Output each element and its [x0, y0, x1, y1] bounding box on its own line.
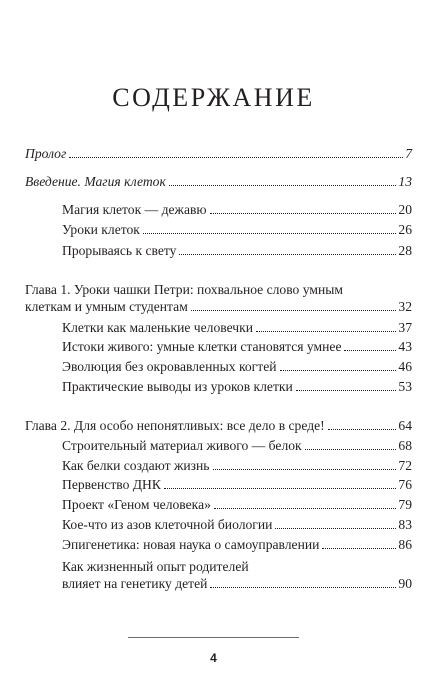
- page-number: 4: [210, 651, 217, 665]
- toc-entry-page: 68: [398, 438, 412, 453]
- leader-dots: [275, 528, 396, 529]
- toc-entry-label: Строительный материал живого — белок: [62, 438, 302, 453]
- toc-entry-label: Первенство ДНК: [62, 477, 161, 492]
- leader-dots: [210, 587, 396, 588]
- toc-entry-label: Уроки клеток: [62, 222, 140, 237]
- toc-subentry: [62, 242, 412, 259]
- toc-entry-chapter-2: [25, 417, 412, 434]
- page-title: СОДЕРЖАНИЕ: [112, 83, 315, 112]
- toc-subentry: [62, 476, 412, 493]
- toc-entry-label: Клетки как маленькие человечки: [62, 320, 254, 335]
- toc-entry-page: 72: [398, 458, 412, 473]
- toc-subentry: [62, 201, 412, 218]
- toc-entry-page: 64: [398, 418, 412, 433]
- toc-subentry: [62, 221, 412, 238]
- toc-entry-label: Практические выводы из уроков клетки: [62, 379, 293, 394]
- toc-subentry: [62, 536, 412, 553]
- toc-entry-label-line-2: клеткам и умным студентам: [25, 299, 188, 314]
- toc-entry-page: 76: [398, 477, 412, 492]
- leader-dots: [305, 449, 397, 450]
- leader-dots: [328, 429, 397, 430]
- leader-dots: [322, 548, 396, 549]
- toc-subentry: [62, 496, 412, 513]
- toc-subentry: [62, 358, 412, 375]
- toc-subentry: [62, 338, 412, 355]
- leader-dots: [169, 185, 397, 186]
- toc-entry-page: 28: [398, 243, 412, 258]
- toc-entry-page: 53: [398, 379, 412, 394]
- toc-entry-page: 43: [398, 339, 412, 354]
- toc-entry-label: Введение. Магия клеток: [25, 174, 166, 189]
- toc-entry-label: Магия клеток — дежавю: [62, 202, 207, 217]
- toc-entry-page: 32: [398, 299, 412, 314]
- leader-dots: [256, 331, 396, 332]
- toc-entry-introduction: [25, 173, 412, 190]
- leader-dots: [344, 350, 396, 351]
- toc-entry-label: Эпигенетика: новая наука о самоуправлении: [62, 537, 320, 552]
- toc-entry-page: 7: [405, 146, 412, 161]
- toc-entry-page: 83: [398, 517, 412, 532]
- toc-entry-label: Глава 2. Для особо непонятливых: все дело в среде!: [25, 418, 325, 433]
- toc-subentry: [62, 558, 412, 592]
- toc-entry-label: Пролог: [25, 146, 67, 161]
- toc-entry-label: Прорываясь к свету: [62, 243, 177, 258]
- leader-dots: [280, 370, 397, 371]
- leader-dots: [296, 390, 397, 391]
- toc-entry-label-line-1: Как жизненный опыт родителей: [62, 559, 249, 574]
- leader-dots: [164, 488, 396, 489]
- toc-subentry: [62, 437, 412, 454]
- toc-entry-page: 26: [398, 222, 412, 237]
- leader-dots: [143, 233, 397, 234]
- toc-entry-page: 46: [398, 359, 412, 374]
- toc-entry-prologue: [25, 145, 412, 162]
- leader-dots: [179, 254, 396, 255]
- toc-entry-label: Как белки создают жизнь: [62, 458, 210, 473]
- toc-entry-label: Эволюция без окровавленных когтей: [62, 359, 277, 374]
- toc-subentry: [62, 378, 412, 395]
- toc-entry-label: Кое-что из азов клеточной биологии: [62, 517, 273, 532]
- toc-entry-label: Проект «Геном человека»: [62, 497, 211, 512]
- toc-entry-page: 86: [398, 537, 412, 552]
- toc-subentry: [62, 457, 412, 474]
- footer-rule: [128, 637, 299, 638]
- leader-dots: [213, 469, 397, 470]
- leader-dots: [210, 213, 397, 214]
- leader-dots: [191, 310, 397, 311]
- toc-subentry: [62, 319, 412, 336]
- leader-dots: [69, 157, 403, 158]
- toc-entry-label-line-1: Глава 1. Уроки чашки Петри: похвальное слово умным: [25, 282, 343, 297]
- toc-entry-page: 37: [398, 320, 412, 335]
- leader-dots: [214, 508, 397, 509]
- toc-entry-page: 90: [398, 576, 412, 591]
- toc-entry-page: 79: [398, 497, 412, 512]
- toc-entry-page: 13: [398, 174, 412, 189]
- toc-entry-page: 20: [398, 202, 412, 217]
- toc-entry-label: Истоки живого: умные клетки становятся умнее: [62, 339, 342, 354]
- toc-entry-label-line-2: влияет на генетику детей: [62, 576, 208, 591]
- toc-subentry: [62, 516, 412, 533]
- toc-entry-chapter-1: [25, 281, 412, 315]
